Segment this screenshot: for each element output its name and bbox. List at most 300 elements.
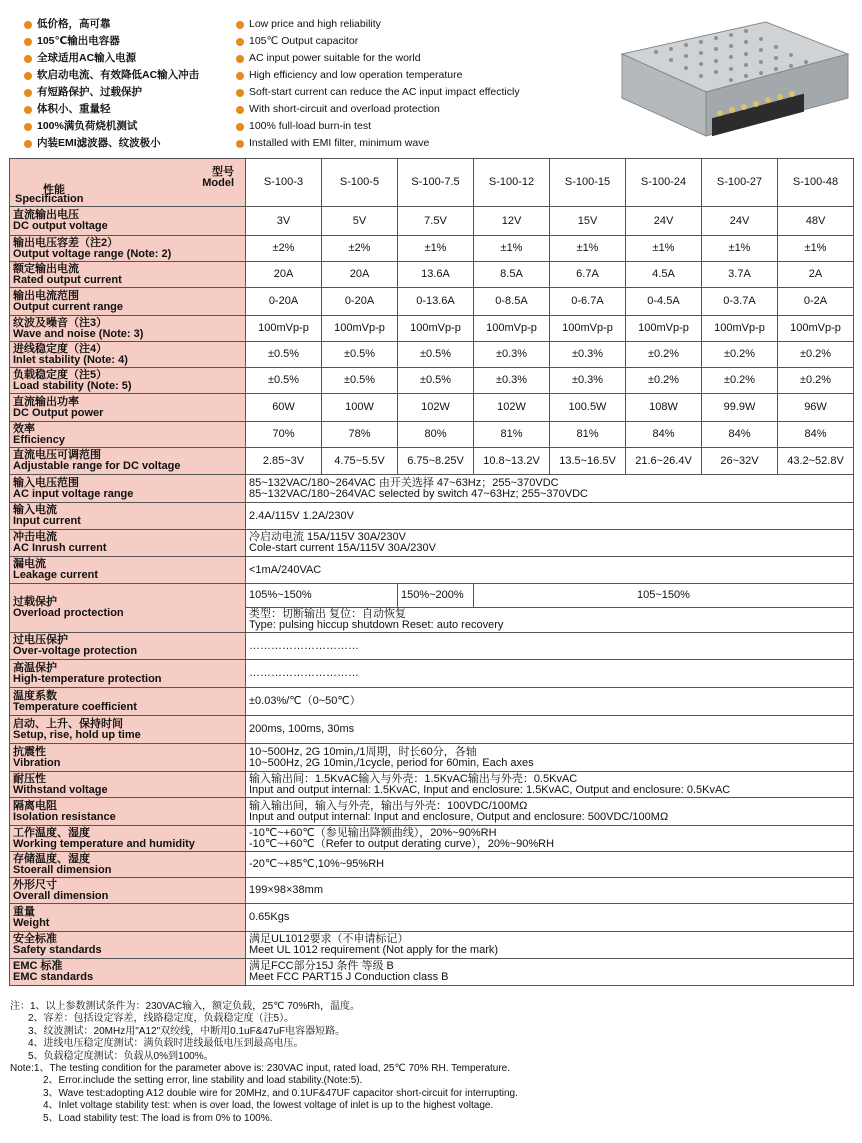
spec-value-wide xyxy=(246,688,854,716)
spec-value-wide xyxy=(246,959,854,986)
spec-value: 0-8.5A xyxy=(474,288,550,316)
label-cn: 安全标准 xyxy=(13,933,57,945)
value-line: 输入输出间，输入与外壳，输出与外壳：100VDC/100MΩ xyxy=(249,799,528,812)
feature-item xyxy=(24,101,199,118)
spec-value: 24V xyxy=(626,207,702,236)
feature-text: 内装EMI滤波器、纹波极小 xyxy=(37,137,161,149)
value-line: -10℃~+60℃（参见输出降额曲线），20%~90%RH xyxy=(249,826,497,839)
spec-value: 81% xyxy=(474,422,550,448)
note-line: Note:1、The testing condition for the parameter above is: 230VAC input, rated load, 25℃ 70% RH. Temperature. xyxy=(10,1063,511,1075)
row-label xyxy=(10,772,246,798)
spec-value: ±0.2% xyxy=(626,342,702,368)
type-cn: 类型：切断输出 复位：自动恢复 xyxy=(249,608,407,620)
row-label xyxy=(10,448,246,475)
spec-row-wide xyxy=(10,716,854,744)
label-cn: 负载稳定度（注5） xyxy=(13,368,108,381)
model-name: S-100-5 xyxy=(322,159,398,207)
label-cn: 冲击电流 xyxy=(13,531,57,543)
note-line: 注：1、以上参数测试条件为：230VAC输入，额定负载，25℃ 70%Rh，温度。 xyxy=(10,1001,360,1012)
label-cn: 存储温度、湿度 xyxy=(13,852,90,865)
label-cn: 耐压性 xyxy=(13,772,46,785)
spec-value: ±0.2% xyxy=(626,368,702,394)
feature-text: 全球适用AC输入电源 xyxy=(37,52,137,64)
header-row xyxy=(10,159,854,207)
spec-value-wide xyxy=(246,557,854,584)
features-cn-list xyxy=(24,16,199,152)
label-en: Isolation resistance xyxy=(13,810,116,823)
label-en: Adjustable range for DC voltage xyxy=(13,460,181,472)
spec-value: 80% xyxy=(398,422,474,448)
note-line: 2、Error.include the setting error, line stability and load stability.(Note:5). xyxy=(43,1075,363,1087)
feature-item xyxy=(24,16,199,33)
label-cn: 效率 xyxy=(13,422,35,435)
spec-value: 3.7A xyxy=(702,262,778,288)
bullet-icon xyxy=(24,89,32,97)
label-en: Setup, rise, hold up time xyxy=(13,728,141,741)
note-line: 3、Wave test:adopting A12 double wire for 20MHz, and 0.1UF&47UF capacitor short-circuit for interrupting. xyxy=(43,1087,518,1099)
label-en: Overall dimension xyxy=(13,889,109,902)
value-line: ………………………… xyxy=(249,639,359,652)
spec-value: ±0.2% xyxy=(778,368,854,394)
spec-value: 15V xyxy=(550,207,626,236)
note-line: 5、Load stability test: The load is from 0% to 100%. xyxy=(43,1112,273,1124)
label-en: Safety standards xyxy=(13,944,102,956)
label-en: Over-voltage protection xyxy=(13,645,138,657)
spec-value: ±2% xyxy=(322,236,398,262)
spec-value: ±0.2% xyxy=(702,368,778,394)
spec-value: 12V xyxy=(474,207,550,236)
notes-section xyxy=(10,1001,854,1125)
bullet-icon xyxy=(236,38,244,46)
spec-value: 2.85~3V xyxy=(246,448,322,475)
value-line: 冷启动电流 15A/115V 30A/230V xyxy=(249,531,406,543)
value-line: 85~132VAC/180~264VAC 由开关选择 47~63Hz；255~370VDC xyxy=(249,476,559,489)
spec-value: 13.5~16.5V xyxy=(550,448,626,475)
row-label xyxy=(10,557,246,584)
bullet-icon xyxy=(236,72,244,80)
row-label xyxy=(10,262,246,288)
bullet-icon xyxy=(236,106,244,114)
spec-value: 100mVp-p xyxy=(474,316,550,342)
spec-value: 0-20A xyxy=(246,288,322,316)
spec-value: 102W xyxy=(474,394,550,422)
row-label xyxy=(10,236,246,262)
spec-row-wide xyxy=(10,772,854,798)
feature-text: 100%满负荷烧机测试 xyxy=(37,120,138,132)
spec-row-wide xyxy=(10,744,854,772)
value-line: 10~500Hz, 2G 10min,/1cycle, period for 60min, Each axes xyxy=(249,756,534,769)
bullet-icon xyxy=(236,55,244,63)
spec-en: Specification xyxy=(15,192,84,205)
spec-value: 100.5W xyxy=(550,394,626,422)
label-cn: 输出电压容差（注2） xyxy=(13,236,119,249)
note-line: 3、纹波测试：20MHz用"A12"双绞线，中断用0.1uF&47uF电容器短路。 xyxy=(28,1025,346,1037)
label-cn: 直流电压可调范围 xyxy=(13,449,101,461)
feature-item xyxy=(24,84,199,101)
spec-value: 48V xyxy=(778,207,854,236)
label-en: AC input voltage range xyxy=(13,487,134,500)
value-line: ………………………… xyxy=(249,667,359,679)
row-label xyxy=(10,207,246,236)
spec-value: 20A xyxy=(246,262,322,288)
value-line: -10℃~+60℃（Refer to output derating curve），20%~90%RH xyxy=(249,837,555,850)
spec-value: 60W xyxy=(246,394,322,422)
feature-text: Installed with EMI filter, minimum wave xyxy=(249,137,430,149)
label-cn: 高温保护 xyxy=(13,661,57,674)
spec-value: 21.6~26.4V xyxy=(626,448,702,475)
row-label xyxy=(10,633,246,660)
spec-row-wide xyxy=(10,475,854,503)
bullet-icon xyxy=(236,21,244,29)
value-line: 200ms, 100ms, 30ms xyxy=(249,723,355,735)
power-supply-product-image xyxy=(616,14,852,142)
row-label xyxy=(10,316,246,342)
spec-value-wide xyxy=(246,475,854,503)
label-cn: 进线稳定度（注4） xyxy=(13,342,108,355)
label-cn: 输入电压范围 xyxy=(13,476,79,489)
row-label xyxy=(10,530,246,557)
model-name: S-100-27 xyxy=(702,159,778,207)
feature-item xyxy=(24,50,199,67)
feature-text: 有短路保护、过载保护 xyxy=(37,86,142,98)
spec-value: ±0.5% xyxy=(398,342,474,368)
spec-value: 0-3.7A xyxy=(702,288,778,316)
note-line: 5、负载稳定度测试：负载从0%到100%。 xyxy=(28,1050,214,1062)
spec-row-wide xyxy=(10,904,854,932)
spec-value: ±1% xyxy=(702,236,778,262)
spec-row xyxy=(10,368,854,394)
spec-row xyxy=(10,422,854,448)
spec-value-wide xyxy=(246,798,854,826)
label-cn: 直流输出功率 xyxy=(13,395,79,408)
value-line: -20℃~+85℃,10%~95%RH xyxy=(249,858,385,870)
feature-text: 105℃ Output capacitor xyxy=(249,35,359,47)
row-label xyxy=(10,932,246,959)
label-en: Temperature coefficient xyxy=(13,700,137,713)
value-line: 199×98×38mm xyxy=(249,884,323,896)
bullet-icon xyxy=(24,38,32,46)
spec-table xyxy=(9,158,854,986)
label-en: Leakage current xyxy=(13,569,98,581)
row-label xyxy=(10,716,246,744)
spec-value: ±0.2% xyxy=(702,342,778,368)
row-label xyxy=(10,904,246,932)
label-cn: 过电压保护 xyxy=(13,634,68,646)
spec-value-wide xyxy=(246,633,854,660)
spec-row xyxy=(10,288,854,316)
spec-value: 0-4.5A xyxy=(626,288,702,316)
spec-value-wide xyxy=(246,660,854,688)
value-line: <1mA/240VAC xyxy=(249,563,322,576)
feature-text: 体积小、重量轻 xyxy=(37,103,111,115)
spec-value: ±0.5% xyxy=(398,368,474,394)
spec-row xyxy=(10,448,854,475)
bullet-icon xyxy=(236,123,244,131)
feature-text: Soft-start current can reduce the AC input impact effecticly xyxy=(249,86,520,98)
spec-value: 102W xyxy=(398,394,474,422)
spec-value-wide xyxy=(246,503,854,530)
spec-value: ±0.3% xyxy=(474,368,550,394)
spec-row-wide xyxy=(10,688,854,716)
spec-row-wide xyxy=(10,932,854,959)
overload-range-a: 105%~150% xyxy=(246,584,398,608)
spec-row-wide xyxy=(10,633,854,660)
label-en: Vibration xyxy=(13,756,61,769)
spec-value-wide xyxy=(246,904,854,932)
bullet-icon xyxy=(236,89,244,97)
spec-value-wide xyxy=(246,852,854,878)
label-en: Stoerall dimension xyxy=(13,863,112,876)
overload-type xyxy=(246,608,854,633)
note-line: 4、Inlet voltage stability test: when is over load, the lowest voltage of inlet is up to the highest voltage. xyxy=(43,1100,494,1112)
spec-row xyxy=(10,316,854,342)
row-label xyxy=(10,959,246,986)
value-line: 85~132VAC/180~264VAC selected by switch 47~63Hz; 255~370VDC xyxy=(249,487,588,500)
spec-value: 81% xyxy=(550,422,626,448)
spec-value: ±0.5% xyxy=(322,342,398,368)
spec-row-wide xyxy=(10,878,854,904)
label-en: Overload proctection xyxy=(13,607,124,619)
spec-value: ±1% xyxy=(550,236,626,262)
bullet-icon xyxy=(24,123,32,131)
spec-value-wide xyxy=(246,878,854,904)
label-cn: 工作温度、湿度 xyxy=(13,826,90,839)
spec-value: 99.9W xyxy=(702,394,778,422)
spec-value: ±1% xyxy=(626,236,702,262)
label-en: Output current range xyxy=(13,300,124,313)
model-en: Model xyxy=(202,176,234,189)
spec-row-wide xyxy=(10,530,854,557)
spec-value: 5V xyxy=(322,207,398,236)
label-en: Weight xyxy=(13,916,50,929)
model-name: S-100-15 xyxy=(550,159,626,207)
spec-value: 84% xyxy=(626,422,702,448)
value-line: 满足UL1012要求（不申请标记） xyxy=(249,933,409,945)
spec-value: 0-13.6A xyxy=(398,288,474,316)
bullet-icon xyxy=(24,72,32,80)
label-cn: 直流输出电压 xyxy=(13,209,79,221)
feature-item xyxy=(236,84,520,101)
type-en: Type: pulsing hiccup shutdown Reset: auto recovery xyxy=(249,619,504,631)
feature-item xyxy=(236,118,520,135)
spec-value: 100mVp-p xyxy=(626,316,702,342)
feature-text: 100% full-load burn-in test xyxy=(249,120,371,132)
spec-value: ±0.5% xyxy=(246,368,322,394)
features-en-list xyxy=(236,16,520,152)
label-en: DC output voltage xyxy=(13,220,108,232)
spec-value: ±1% xyxy=(474,236,550,262)
spec-value: 84% xyxy=(702,422,778,448)
value-line: Input and output internal: 1.5KvAC, Input and enclosure: 1.5KvAC, Output and enclosure: 0.5KvAC xyxy=(249,783,731,796)
row-label xyxy=(10,688,246,716)
spec-row xyxy=(10,394,854,422)
row-label xyxy=(10,660,246,688)
label-en: DC Output power xyxy=(13,406,104,419)
bullet-icon xyxy=(24,140,32,148)
feature-text: Low price and high reliability xyxy=(249,18,381,30)
overload-range-c: 105~150% xyxy=(474,584,854,608)
spec-value: 100mVp-p xyxy=(550,316,626,342)
row-label xyxy=(10,744,246,772)
spec-value: 10.8~13.2V xyxy=(474,448,550,475)
spec-value: 108W xyxy=(626,394,702,422)
value-line: 2.4A/115V 1.2A/230V xyxy=(249,509,354,522)
value-line: 满足FCC部分15J 条件 等级 B xyxy=(249,960,394,972)
feature-item xyxy=(24,118,199,135)
label-en: Load stability (Note: 5) xyxy=(13,379,132,392)
spec-value: 24V xyxy=(702,207,778,236)
label-en: Working temperature and humidity xyxy=(13,837,195,850)
feature-item xyxy=(236,67,520,84)
label-en: Input current xyxy=(13,515,81,527)
value-line: Input and output internal: Input and enclosure, Output and enclosure: 500VDC/100MΩ xyxy=(249,810,669,823)
model-name: S-100-24 xyxy=(626,159,702,207)
overload-range-b: 150%~200% xyxy=(398,584,474,608)
feature-text: With short-circuit and overload protection xyxy=(249,103,440,115)
spec-value: 7.5V xyxy=(398,207,474,236)
spec-value: 6.7A xyxy=(550,262,626,288)
spec-value: 13.6A xyxy=(398,262,474,288)
spec-value: ±0.3% xyxy=(474,342,550,368)
note-line: 4、进线电压稳定度测试：满负载时进线最低电压到最高电压。 xyxy=(28,1038,304,1050)
spec-value: 100mVp-p xyxy=(398,316,474,342)
overload-row xyxy=(10,584,854,608)
spec-value: 100mVp-p xyxy=(322,316,398,342)
spec-value: 3V xyxy=(246,207,322,236)
feature-item xyxy=(236,33,520,50)
bullet-icon xyxy=(24,55,32,63)
value-line: 10~500Hz, 2G 10min,/1周期，时长60分，各轴 xyxy=(249,745,477,758)
spec-value: 4.75~5.5V xyxy=(322,448,398,475)
model-cn: 型号 xyxy=(212,165,234,178)
label-cn: 纹波及噪音（注3） xyxy=(13,316,108,329)
row-label xyxy=(10,878,246,904)
spec-row-wide xyxy=(10,826,854,852)
label-cn: 温度系数 xyxy=(13,689,57,702)
spec-value-wide xyxy=(246,772,854,798)
row-label xyxy=(10,503,246,530)
label-en: Inlet stability (Note: 4) xyxy=(13,353,128,366)
model-name: S-100-7.5 xyxy=(398,159,474,207)
model-name: S-100-3 xyxy=(246,159,322,207)
spec-value-wide xyxy=(246,530,854,557)
feature-item xyxy=(236,101,520,118)
label-cn: EMC 标准 xyxy=(13,960,63,972)
spec-row-wide xyxy=(10,959,854,986)
spec-row xyxy=(10,207,854,236)
spec-row-wide xyxy=(10,503,854,530)
spec-value: 2A xyxy=(778,262,854,288)
bullet-icon xyxy=(24,21,32,29)
spec-value: ±1% xyxy=(778,236,854,262)
spec-row xyxy=(10,236,854,262)
spec-value: 100mVp-p xyxy=(702,316,778,342)
spec-value: 8.5A xyxy=(474,262,550,288)
spec-value: 4.5A xyxy=(626,262,702,288)
spec-value: 26~32V xyxy=(702,448,778,475)
feature-text: High efficiency and low operation temperature xyxy=(249,69,463,81)
spec-row xyxy=(10,262,854,288)
feature-item xyxy=(24,33,199,50)
spec-cn: 性能 xyxy=(43,183,65,196)
value-line: ±0.03%/℃（0~50℃） xyxy=(249,695,361,707)
feature-item xyxy=(236,50,520,67)
bullet-icon xyxy=(24,106,32,114)
spec-value: ±0.3% xyxy=(550,368,626,394)
label-cn: 输入电流 xyxy=(13,504,57,516)
spec-value: ±2% xyxy=(246,236,322,262)
note-line: 2、容差：包括设定容差，线路稳定度，负载稳定度（注5）。 xyxy=(28,1013,295,1025)
label-en: Wave and noise (Note: 3) xyxy=(13,327,144,340)
value-line: 0.65Kgs xyxy=(249,911,290,923)
value-line: Cole-start current 15A/115V 30A/230V xyxy=(249,542,436,554)
spec-value-wide xyxy=(246,716,854,744)
spec-value: 78% xyxy=(322,422,398,448)
label-cn: 输出电流范围 xyxy=(13,289,79,302)
row-label xyxy=(10,394,246,422)
label-en: High-temperature protection xyxy=(13,672,162,685)
spec-value: 0-20A xyxy=(322,288,398,316)
feature-text: 低价格，高可靠 xyxy=(37,18,111,30)
row-label xyxy=(10,422,246,448)
spec-value: 100mVp-p xyxy=(778,316,854,342)
spec-row-wide xyxy=(10,798,854,826)
label-en: Efficiency xyxy=(13,433,65,446)
spec-value: 0-2A xyxy=(778,288,854,316)
spec-value: 100W xyxy=(322,394,398,422)
header-model xyxy=(202,167,234,189)
spec-value-wide xyxy=(246,826,854,852)
feature-text: 105℃输出电容器 xyxy=(37,35,120,47)
feature-item xyxy=(236,135,520,152)
feature-item xyxy=(236,16,520,33)
row-label xyxy=(10,798,246,826)
header-model-box xyxy=(13,161,242,205)
spec-value-wide xyxy=(246,932,854,959)
spec-value: 20A xyxy=(322,262,398,288)
spec-value: ±0.3% xyxy=(550,342,626,368)
label-cn: 外形尺寸 xyxy=(13,878,57,891)
row-label xyxy=(10,584,246,633)
spec-row xyxy=(10,342,854,368)
label-en: Output voltage range (Note: 2) xyxy=(13,247,172,260)
label-cn: 隔离电阻 xyxy=(13,799,57,812)
label-cn: 重量 xyxy=(13,905,35,918)
feature-text: 软启动电流、有效降低AC输入冲击 xyxy=(37,69,200,81)
spec-value: 0-6.7A xyxy=(550,288,626,316)
spec-value: 6.75~8.25V xyxy=(398,448,474,475)
label-en: Withstand voltage xyxy=(13,783,108,796)
model-name: S-100-48 xyxy=(778,159,854,207)
label-cn: 过载保护 xyxy=(13,596,57,608)
row-label xyxy=(10,368,246,394)
spec-value: ±0.5% xyxy=(322,368,398,394)
spec-row-wide xyxy=(10,660,854,688)
spec-value: 96W xyxy=(778,394,854,422)
label-en: EMC standards xyxy=(13,971,94,983)
row-label xyxy=(10,475,246,503)
value-line: Meet FCC PART15 J Conduction class B xyxy=(249,971,449,983)
value-line: Meet UL 1012 requirement (Not apply for the mark) xyxy=(249,944,499,956)
model-name: S-100-12 xyxy=(474,159,550,207)
features-section xyxy=(0,0,862,157)
header-label xyxy=(10,159,246,207)
row-label xyxy=(10,826,246,852)
spec-row-wide xyxy=(10,852,854,878)
label-cn: 抗震性 xyxy=(13,745,46,758)
label-en: AC Inrush current xyxy=(13,542,107,554)
spec-row-wide xyxy=(10,557,854,584)
